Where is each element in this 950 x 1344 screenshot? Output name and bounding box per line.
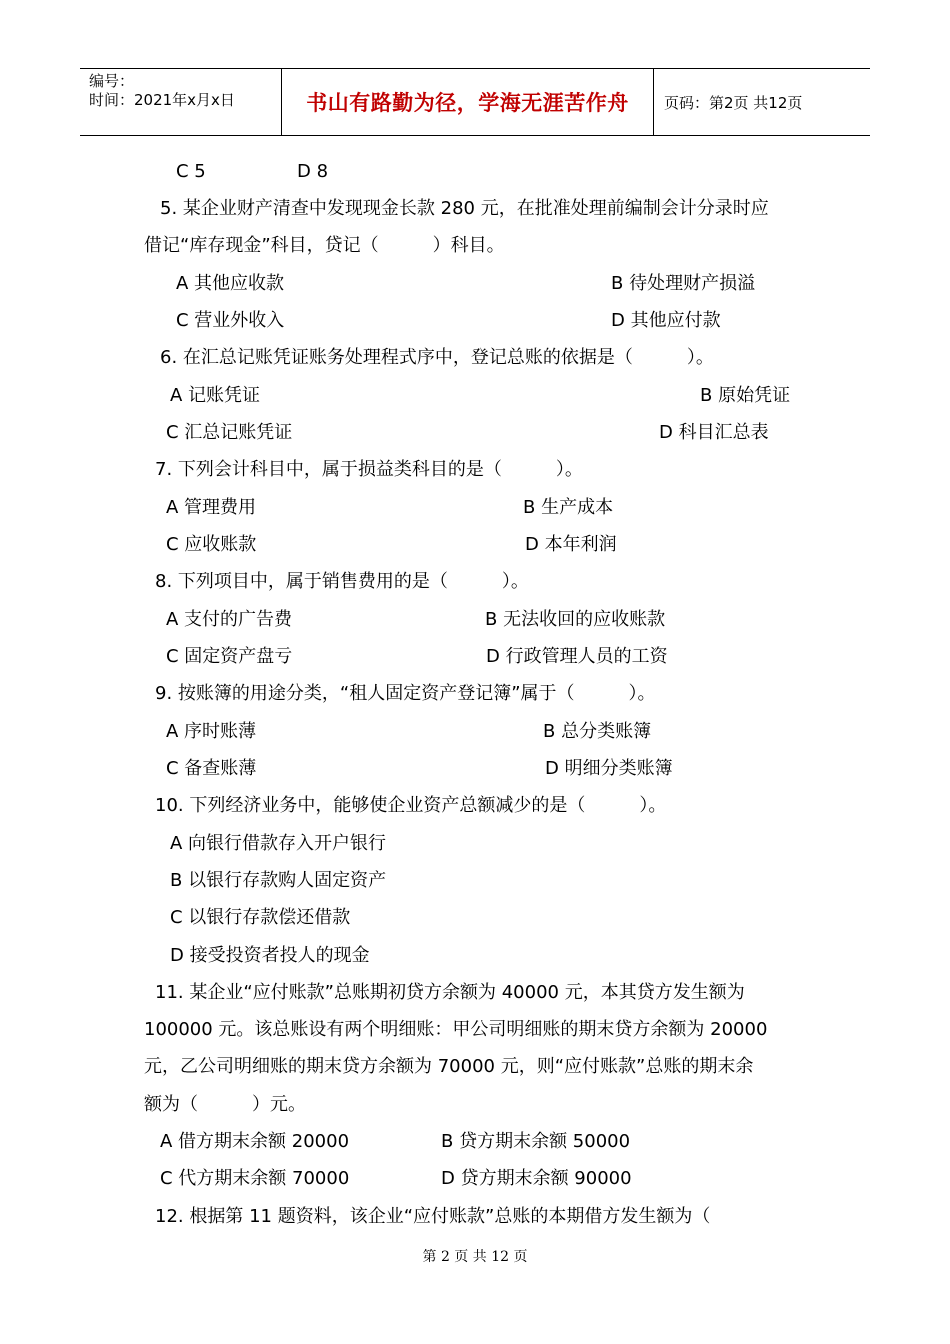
q11-option-b: B 贷方期末余额 50000 xyxy=(441,1131,631,1152)
q9-option-d: D 明细分类账簿 xyxy=(545,758,673,779)
q9-stem: 9. 按账簿的用途分类，“租人固定资产登记簿”属于（ ）。 xyxy=(155,683,656,704)
q8-stem: 8. 下列项目中，属于销售费用的是（ ）。 xyxy=(155,571,529,592)
header-meta xyxy=(80,69,282,135)
q9-option-a: A 序时账薄 xyxy=(166,721,257,742)
q5-option-d: D 其他应付款 xyxy=(611,310,721,331)
q12-stem: 12. 根据第 11 题资料，该企业“应付账款”总账的本期借方发生额为（ xyxy=(155,1206,711,1227)
q6-option-c: C 汇总记账凭证 xyxy=(166,422,293,443)
q5-option-c: C 营业外收入 xyxy=(176,310,285,331)
q11-stem-line2: 100000 元。该总账设有两个明细账：甲公司明细账的期末贷方余额为 20000 xyxy=(144,1019,768,1040)
q7-stem: 7. 下列会计科目中，属于损益类科目的是（ ）。 xyxy=(155,459,583,480)
q10-stem: 10. 下列经济业务中，能够使企业资产总额减少的是（ ）。 xyxy=(155,795,667,816)
q8-option-b: B 无法收回的应收账款 xyxy=(485,609,666,630)
q8-option-d: D 行政管理人员的工资 xyxy=(486,646,668,667)
header-date: 时间：2021年x月x日 xyxy=(89,91,235,109)
page-footer: 第 2 页 共 12 页 xyxy=(422,1249,528,1265)
q11-stem-line1: 11. 某企业“应付账款”总账期初贷方余额为 40000 元，本其贷方发生额为 xyxy=(155,982,745,1003)
q11-stem-line4: 额为（ ）元。 xyxy=(144,1094,306,1115)
q5-stem-line2: 借记“库存现金”科目，贷记（ ）科目。 xyxy=(144,235,505,256)
q4-option-d: D 8 xyxy=(297,161,329,182)
q5-option-b: B 待处理财产损溢 xyxy=(611,273,756,294)
q7-option-b: B 生产成本 xyxy=(523,497,614,518)
header-motto: 书山有路勤为径，学海无涯苦作舟 xyxy=(282,69,654,135)
q10-option-a: A 向银行借款存入开户银行 xyxy=(170,833,387,854)
q9-option-b: B 总分类账簿 xyxy=(543,721,652,742)
page-header xyxy=(80,68,870,136)
q11-option-d: D 贷方期末余额 90000 xyxy=(441,1168,632,1189)
q5-option-a: A 其他应收款 xyxy=(176,273,285,294)
q5-stem-line1: 5. 某企业财产清查中发现现金长款 280 元，在批准处理前编制会计分录时应 xyxy=(160,198,769,219)
q7-option-c: C 应收账款 xyxy=(166,534,257,555)
q6-stem: 6. 在汇总记账凭证账务处理程式序中，登记总账的依据是（ ）。 xyxy=(160,347,714,368)
q7-option-d: D 本年利润 xyxy=(525,534,617,555)
q8-option-a: A 支付的广告费 xyxy=(166,609,293,630)
q10-option-d: D 接受投资者投人的现金 xyxy=(170,945,370,966)
q8-option-c: C 固定资产盘亏 xyxy=(166,646,293,667)
header-page-info: 页码：第2页 共12页 xyxy=(664,93,803,112)
q11-stem-line3: 元，乙公司明细账的期末贷方余额为 70000 元，则“应付账款”总账的期末余 xyxy=(144,1056,754,1077)
q10-option-c: C 以银行存款偿还借款 xyxy=(170,907,351,928)
q11-option-a: A 借方期末余额 20000 xyxy=(160,1131,350,1152)
q4-option-c: C 5 xyxy=(176,161,206,182)
q7-option-a: A 管理费用 xyxy=(166,497,257,518)
header-number-label: 编号： xyxy=(89,72,135,90)
q6-option-d: D 科目汇总表 xyxy=(659,422,769,443)
q9-option-c: C 备查账薄 xyxy=(166,758,257,779)
q11-option-c: C 代方期末余额 70000 xyxy=(160,1168,350,1189)
q6-option-b: B 原始凭证 xyxy=(700,385,791,406)
q6-option-a: A 记账凭证 xyxy=(170,385,261,406)
q10-option-b: B 以银行存款购人固定资产 xyxy=(170,870,387,891)
